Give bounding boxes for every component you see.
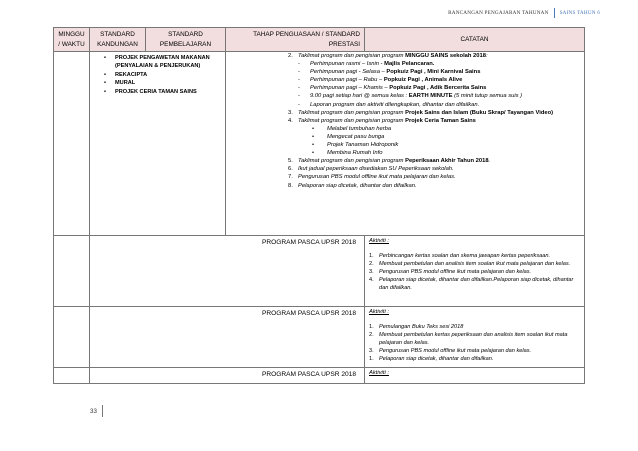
program-bullet-list: [98, 54, 225, 96]
list-item: 3. Taklimat program dan pengisian program Projek Sains dan Islam (Buku Skrap/ Tayangan Video): [288, 109, 554, 116]
col-minggu: MINGGU / WAKTU: [54, 28, 90, 52]
list-item: (PENYALAIAN & PENJERUKAN): [115, 63, 201, 70]
aktiviti-label: Aktiviti :: [369, 309, 389, 315]
list-item: 2. Membuat pembetulan kertas peperiksaan dan analisis item soalan ikut mata pelajaran dan kelas.: [369, 332, 568, 347]
col-standard-kandungan: STANDARD KANDUNGAN: [90, 28, 146, 52]
list-item: 4. Pelaporan siap dicetak, dihantar dan difailkan.Pelaporan siap dicetak, dihantar dan difailkan.: [369, 277, 574, 292]
col-standard-pembelajaran: STANDARD PEMBELAJARAN: [146, 28, 226, 52]
list-item: • REKACIPTA: [104, 71, 148, 78]
page-header: [448, 8, 600, 18]
document-title: RANCANGAN PENGAJARAN TAHUNAN: [448, 10, 549, 16]
program-title-cell: [90, 307, 365, 368]
page-footer: [90, 405, 103, 417]
activity-list: [284, 52, 584, 190]
aktiviti-label: Aktiviti :: [369, 370, 389, 376]
list-item: • Membina Rumah Info: [312, 150, 383, 157]
list-item: - Laporan program dan aktiviti dilengkapkan, dihantar dan difailkan.: [298, 101, 480, 108]
col-tahap-penguasaan: TAHAP PENGUASAAN / STANDARD PRESTASI: [226, 28, 365, 52]
header-separator: [554, 8, 555, 18]
cell-aktiviti: [365, 368, 585, 384]
list-item: 1. Pemulangan Buku Teks sesi 2018: [369, 324, 464, 330]
list-item: 2. Membuat pembetulan dan analisis item soalan ikut mata pelajaran dan kelas.: [369, 261, 571, 268]
program-title: PROGRAM PASCA UPSR 2018: [261, 239, 356, 246]
program-title-cell: [90, 368, 365, 384]
list-item: 3. Pengurusan PBS modul offline ikut mata pelajaran dan kelas.: [369, 348, 532, 355]
col-catatan: CATATAN: [365, 28, 585, 52]
cell-program-list: [90, 52, 226, 236]
list-item: 3. Pengurusan PBS modul offline ikut mata pelajaran dan kelas.: [369, 269, 532, 276]
table-row: [54, 307, 585, 368]
aktiviti-label: Aktiviti :: [369, 238, 389, 244]
subject-label: SAINS TAHUN 6: [559, 10, 600, 16]
list-item: 1. Perbincangan kertas soalan dan skema jawapan kertas peperiksaan.: [369, 253, 551, 259]
list-item: - Perhimpunan pagi - Selasa – Popkuiz Pagi , Mini Karnival Sains: [298, 69, 481, 76]
cell-aktiviti: [365, 236, 585, 307]
list-item: 4. Taklimat program dan pengisian program Projek Ceria Taman Sains: [288, 117, 476, 124]
table-row: [54, 236, 585, 307]
list-item: 2. Taklimat program dan pengisian program MINGGU SAINS sekolah 2018:: [288, 53, 488, 59]
program-title: PROGRAM PASCA UPSR 2018: [261, 371, 356, 378]
plan-table: [53, 27, 585, 384]
cell-activities: [226, 52, 585, 236]
cell-minggu: [54, 368, 90, 384]
activity-list: [365, 323, 584, 363]
program-title: PROGRAM PASCA UPSR 2018: [261, 310, 356, 317]
table-row: [54, 52, 585, 236]
list-item: - Perhimpunan rasmi – Isnin - Majlis Pelancaran.: [298, 61, 435, 68]
list-item: 8. Pelaporan siap dicetak, dihantar dan difailkan.: [288, 182, 417, 189]
list-item: 7. Pengurusan PBS modul offline ikut mata pelajaran dan kelas.: [288, 174, 456, 181]
page-number: 33: [90, 407, 97, 415]
list-item: - Perhimpunan pagi – Khamis – Popkuiz Pagi , Adik Bercerita Sains: [298, 85, 487, 92]
list-item: 5. Taklimat program dan pengisian program Peperiksaan Akhir Tahun 2018.: [288, 158, 491, 165]
list-item: • PROJEK CERIA TAMAN SAINS: [104, 88, 197, 95]
list-item: - 9.00 pagi setiap hari @ semua kelas : EARTH MINUTE (5 minit tutup semua suis ): [298, 93, 523, 100]
activity-list: [365, 252, 584, 292]
list-item: • MURAL: [104, 80, 136, 87]
cell-minggu: [54, 307, 90, 368]
list-item: - Perhimpunan pagi – Rabu – Popkuiz Pagi , Animals Alive: [298, 77, 463, 84]
list-item: 6. Ikut jadual peperiksaan disediakan SU Peperiksaan sekolah.: [288, 166, 454, 173]
table-row: [54, 368, 585, 384]
list-item: 1. Pelaporan siap dicetak, dihantar dan difailkan.: [369, 356, 494, 363]
list-item: • Mengecat pasu bunga: [312, 133, 385, 140]
list-item: • PROJEK PENGAWETAN MAKANAN: [104, 55, 210, 61]
list-item: • Melabel tumbuhan herba: [312, 125, 392, 132]
program-title-cell: [90, 236, 365, 307]
cell-minggu: [54, 236, 90, 307]
cell-aktiviti: [365, 307, 585, 368]
table-header-row: [54, 28, 585, 52]
cell-minggu: [54, 52, 90, 236]
footer-bar: [102, 405, 103, 417]
list-item: • Projek Tanaman Hidroponik: [312, 142, 399, 149]
